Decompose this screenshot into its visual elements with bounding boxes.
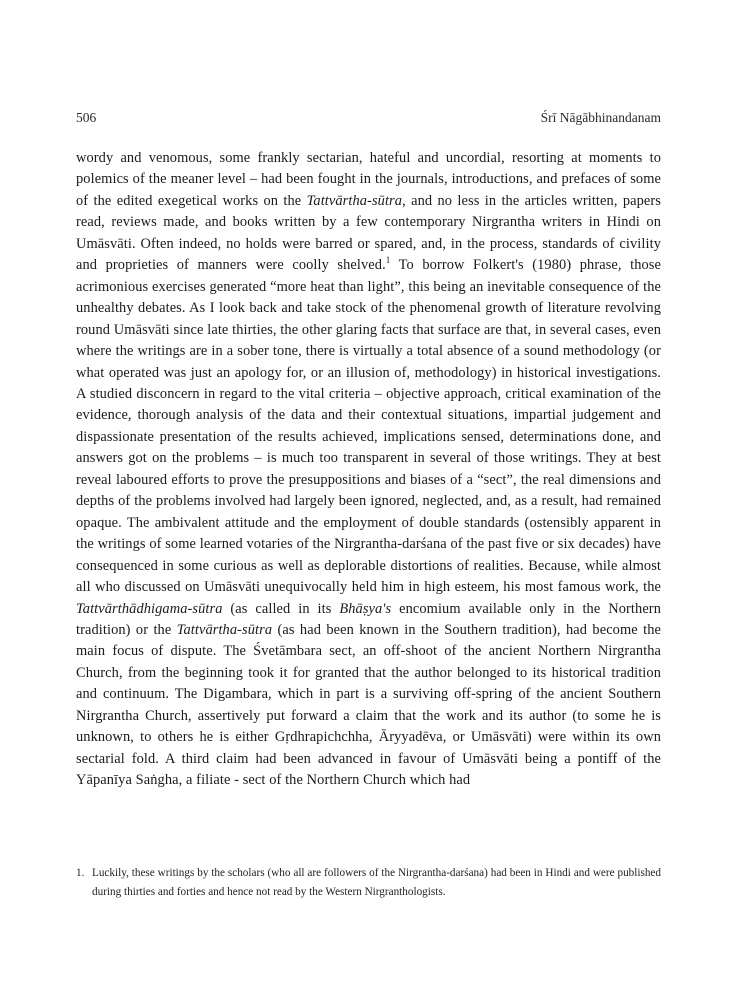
work-title: Bhāṣya's <box>339 600 392 617</box>
text-segment: , and no less in the articles written, papers read, reviews made, and books written by a few contemporary Nirgrantha writers in Hindi on Umāsvāti. Often indeed, no holds were barred or spared, and, in the process, standards of civility and proprieties of manners were coolly shelved. <box>76 192 662 274</box>
text-segment: wordy and venomous, some frankly sectarian, hateful and uncordial, resorting at moments to polemics of the meaner level – had been fought in the journals, introductions, and prefaces of some of the edited exegetical works on the <box>76 150 661 209</box>
footnotes <box>76 864 661 901</box>
page-number: 506 <box>76 110 97 125</box>
page-header <box>76 110 661 126</box>
text-segment: To borrow Folkert's (1980) phrase, those acrimonious exercises generated “more heat than light”, this being an inevitable consequence of the unhealthy debates. As I look back and take stock of the phenomenal growth of literature revolving round Umāsvāti since late thirties, the other glaring facts that surface are that, in several cases, even where the writings are in a sober tone, there is virtually a total absence of a sound methodology (or what operated was just an apology for, or an illusion of, methodology) in historical investigations. A studied disconcern in regard to the vital criteria – objective approach, critical examination of the evidence, thorough analysis of the data and their contextual situations, impartial judgement and dispassionate presentation of the results achieved, implications sensed, determinations done, and answers got on the problems – is much too transparent in several of those writings. They at best reveal laboured efforts to prove the presuppositions and biases of a “sect”, the real dimensions and depths of the problems involved had largely been ignored, neglected, and, as a result, had remained opaque. The ambivalent attitude and the employment of double standards (ostensibly apparent in the writings of some learned votaries of the Nirgrantha-darśana of the past five or six decades) have consequenced in some curious as well as deplorable distortions of realities. Because, while almost all who discussed on Umāsvāti unequivocally held him in high esteem, his most famous work, the <box>76 257 661 596</box>
work-title: Tattvārtha-sūtra <box>176 621 273 638</box>
running-title: Śrī Nāgābhinandanam <box>540 110 661 125</box>
paragraph <box>76 148 661 792</box>
main-text <box>76 148 661 792</box>
footnote-reference: 1 <box>385 255 391 266</box>
footnote <box>76 864 661 901</box>
work-title: Tattvārthādhigama-sūtra <box>76 600 223 617</box>
footnote-number: 1. <box>76 867 85 879</box>
text-segment: (as called in its <box>222 600 340 617</box>
footnote-text: Luckily, these writings by the scholars (who all are followers of the Nirgrantha-darśana) had been in Hindi and were published during thirties and forties and hence not read by the Western Nirgranthologists. <box>92 867 661 898</box>
work-title: Tattvārtha-sūtra <box>306 192 403 209</box>
text-segment: (as had been known in the Southern tradition), had become the main focus of dispute. The Śvetāmbara sect, an off-shoot of the ancient Northern Nirgrantha Church, from the beginning took it for granted that the author belonged to its historical tradition and continuum. The Digambara, which in part is a surviving off-spring of the ancient Southern Nirgrantha Church, assertively put forward a claim that the work and its author (to some he is unknown, to others he is either Gṛdhrapichchha, Āryyadēva, or Umāsvāti) were within its own sectarial fold. A third claim had been advanced in favour of Umāsvāti being a pontiff of the Yāpanīya Saṅgha, a filiate - sect of the Northern Church which had <box>76 621 661 789</box>
text-segment: encomium available only in the Northern tradition) or the <box>76 600 661 638</box>
